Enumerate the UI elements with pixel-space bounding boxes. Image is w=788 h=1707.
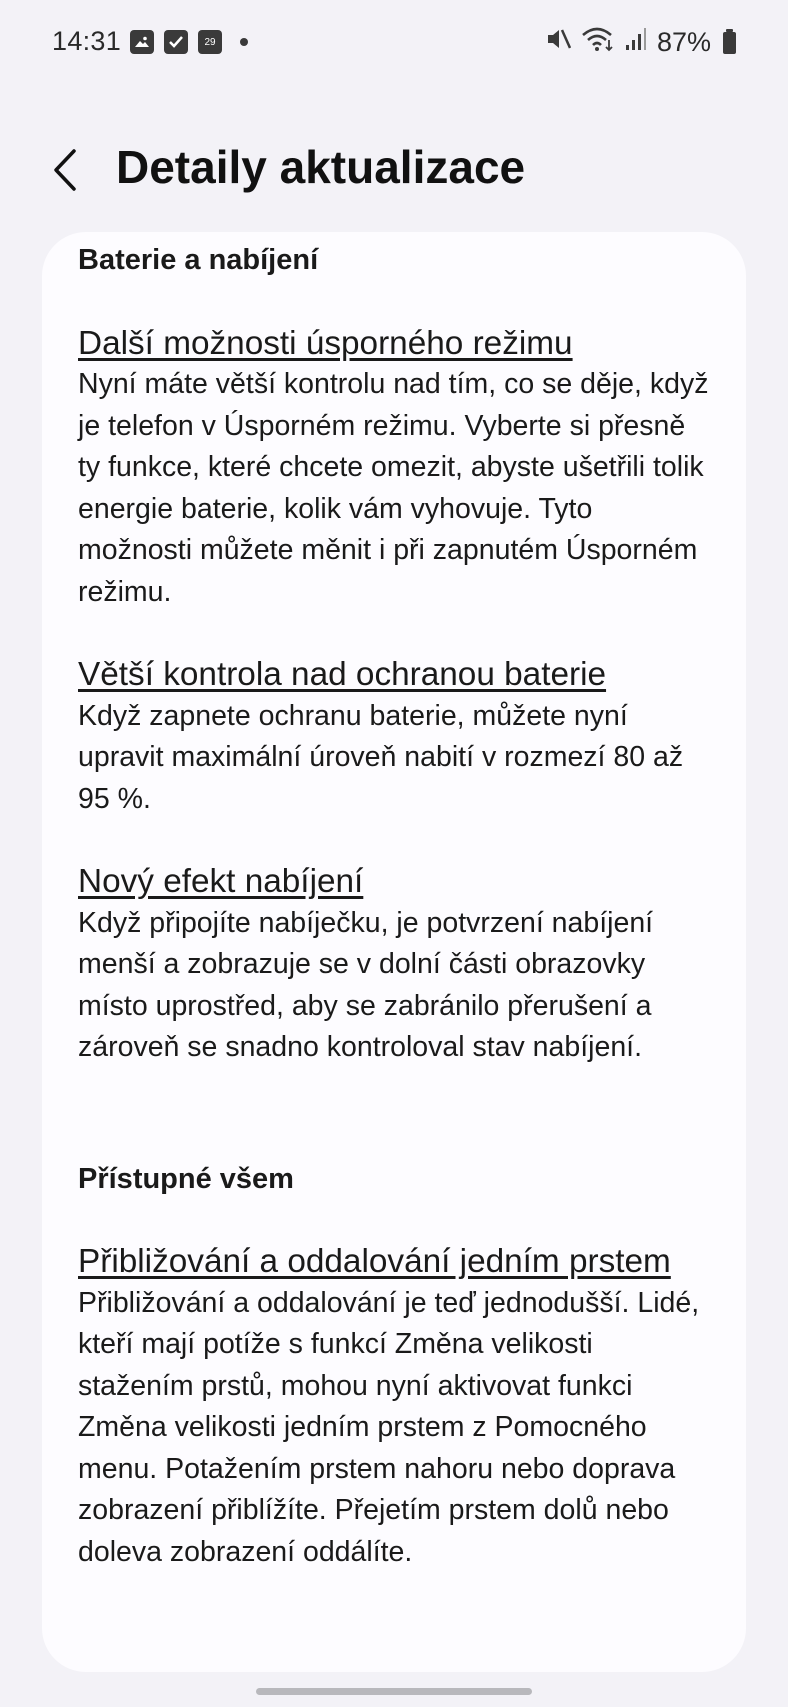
feature-subtitle: Větší kontrola nad ochranou baterie	[78, 656, 607, 693]
update-details-content	[42, 240, 746, 1573]
page-title: Detaily aktualizace	[116, 141, 526, 193]
back-button[interactable]	[46, 145, 86, 195]
checkbox-icon	[164, 30, 188, 54]
app-header	[0, 120, 788, 220]
feature-subtitle: Další možnosti úsporného režimu	[78, 324, 573, 362]
update-details-card[interactable]	[42, 232, 746, 1672]
gallery-icon	[130, 30, 154, 54]
feature-description: Když připojíte nabíječku, je potvrzení nabíjení menší a zobrazuje se v dolní části obrazovky místo uprostřed, aby se zabránilo přerušení a zároveň se snadno kontroloval stav nabíjení.	[78, 906, 654, 1063]
system-icons	[545, 26, 736, 59]
signal-icon	[625, 27, 647, 58]
wifi-icon	[581, 26, 615, 59]
feature-subtitle: Nový efekt nabíjení	[78, 863, 364, 900]
battery-icon	[723, 32, 736, 54]
status-bar	[0, 0, 788, 86]
notification-icons	[130, 30, 248, 54]
battery-percent: 87%	[656, 27, 711, 57]
feature-description: Přibližování a oddalování je teď jednodušší. Lidé, kteří mají potíže s funkcí Změna velikosti stažením prstů, mohou nyní aktivovat funkci Změna velikosti jedním prstem z Pomocného menu. Potažením prstem nahoru nebo doprava zobrazení přiblížíte. Přejetím prstem dolů nebo doleva zobrazení oddálíte.	[78, 1286, 700, 1568]
feature-description: Nyní máte větší kontrolu nad tím, co se děje, když je telefon v Úsporném režimu. Vyberte si přesně ty funkce, které chcete omezit, abyste ušetřili tolik energie baterie, kolik vám vyhovuje. Tyto možnosti můžete měnit i při zapnutém Úsporném režimu.	[78, 368, 709, 608]
mute-icon	[545, 26, 571, 59]
status-time: 14:31	[52, 26, 122, 56]
section-title: Přístupné všem	[78, 1162, 294, 1195]
calendar-icon: 29	[198, 30, 222, 54]
gesture-navigation-bar[interactable]	[256, 1688, 532, 1695]
feature-description: Když zapnete ochranu baterie, můžete nyní upravit maximální úroveň nabití v rozmezí 80 až 95 %.	[78, 699, 684, 815]
dot-icon	[240, 38, 248, 46]
section-title: Baterie a nabíjení	[78, 244, 319, 276]
feature-subtitle: Přibližování a oddalování jedním prstem	[78, 1243, 671, 1280]
